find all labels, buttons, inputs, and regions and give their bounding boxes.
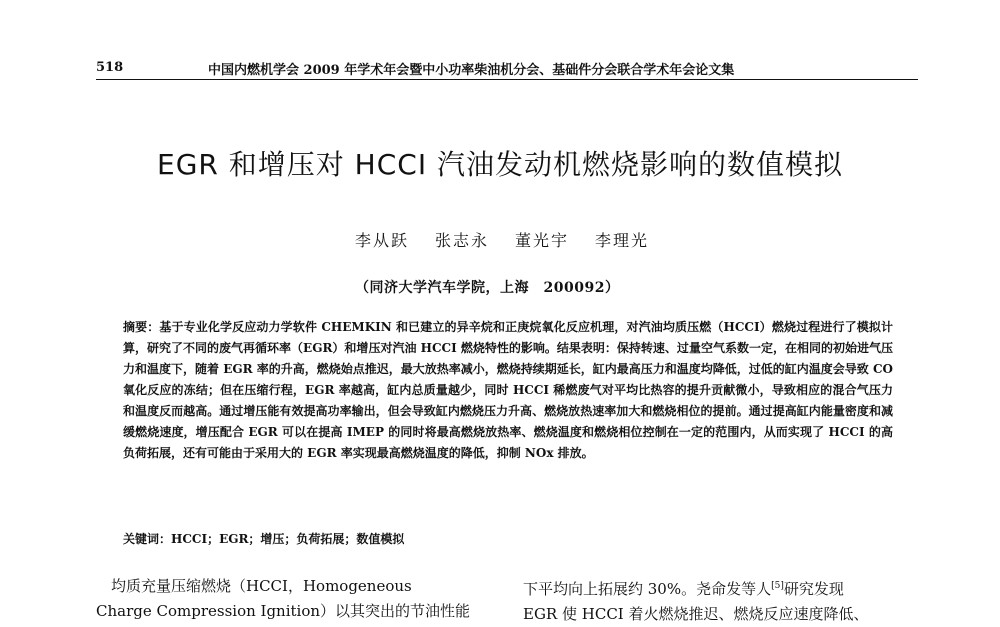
body-column-right <box>523 574 923 627</box>
author: 李理光 <box>595 231 650 250</box>
body-line: Charge Compression Ignition）以其突出的节油性能 <box>96 602 471 620</box>
affiliation: （同济大学汽车学院，上海 200092） <box>355 280 620 296</box>
paper-title: EGR 和增压对 HCCI 汽油发动机燃烧影响的数值模拟 <box>157 148 843 181</box>
abstract-label: 摘要： <box>123 320 160 334</box>
author: 张志永 <box>435 231 490 250</box>
keywords-text: HCCI；EGR；增压；负荷拓展；数值模拟 <box>171 532 405 546</box>
author: 董光宇 <box>515 231 570 250</box>
body-text: 研究发现 <box>783 580 844 598</box>
body-text: 下平均向上拓展约 30%。尧命发等人 <box>523 580 772 598</box>
body-line: EGR 使 HCCI 着火燃烧推迟、燃烧反应速度降低、 <box>523 605 869 623</box>
abstract-text: 基于专业化学反应动力学软件 CHEMKIN 和已建立的异辛烷和正庚烷氧化反应机理，对汽油均质压燃（HCCI）燃烧过程进行了模拟计算，研究了不同的废气再循环率（EGR）和增压对汽油 HCCI 燃烧特性的影响。结果表明：保持转速、过量空气系数一定，在相同的初始进气压力和温度下，随着 EGR 率的升高，燃烧始点推迟，最大放热率减小，燃烧持续期延长，缸内最高压力和温度均降低，过低的缸内温度会导致 CO 氧化反应的冻结；但在压缩行程，EGR 率越高，缸内总质量越少，同时 HCCI 稀燃废气对平均比热容的提升贡献微小，导致相应的混合气压力和温度反而越高。通过增压能有效提高功率输出，但会导致缸内燃烧压力升高、燃烧放热速率加大和燃烧相位的提前。通过提高缸内能量密度和减缓燃烧速度，增压配合 EGR 可以在提高 IMEP 的同时将最高燃烧放热率、燃烧温度和燃烧相位控制在一定的范围内，从而实现了 HCCI 的高负荷拓展，还有可能由于采用大的 EGR 率实现最高燃烧温度的降低，抑制 NOx 排放。 <box>123 320 893 460</box>
page-number: 518 <box>96 60 124 75</box>
running-head: 中国内燃机学会 2009 年学术年会暨中小功率柴油机分会、基础件分会联合学术年会论文集 <box>208 63 735 78</box>
keywords-label: 关键词： <box>123 532 172 546</box>
abstract <box>123 317 893 464</box>
author-list <box>355 228 675 251</box>
citation-ref[interactable]: [5] <box>771 581 784 591</box>
keywords <box>123 529 893 550</box>
body-line <box>523 574 923 602</box>
body-line: 均质充量压缩燃烧（HCCI，Homogeneous <box>96 577 412 595</box>
body-column-left <box>96 574 496 624</box>
header-rule <box>96 79 918 80</box>
running-header <box>96 58 918 78</box>
author: 李从跃 <box>355 231 410 250</box>
